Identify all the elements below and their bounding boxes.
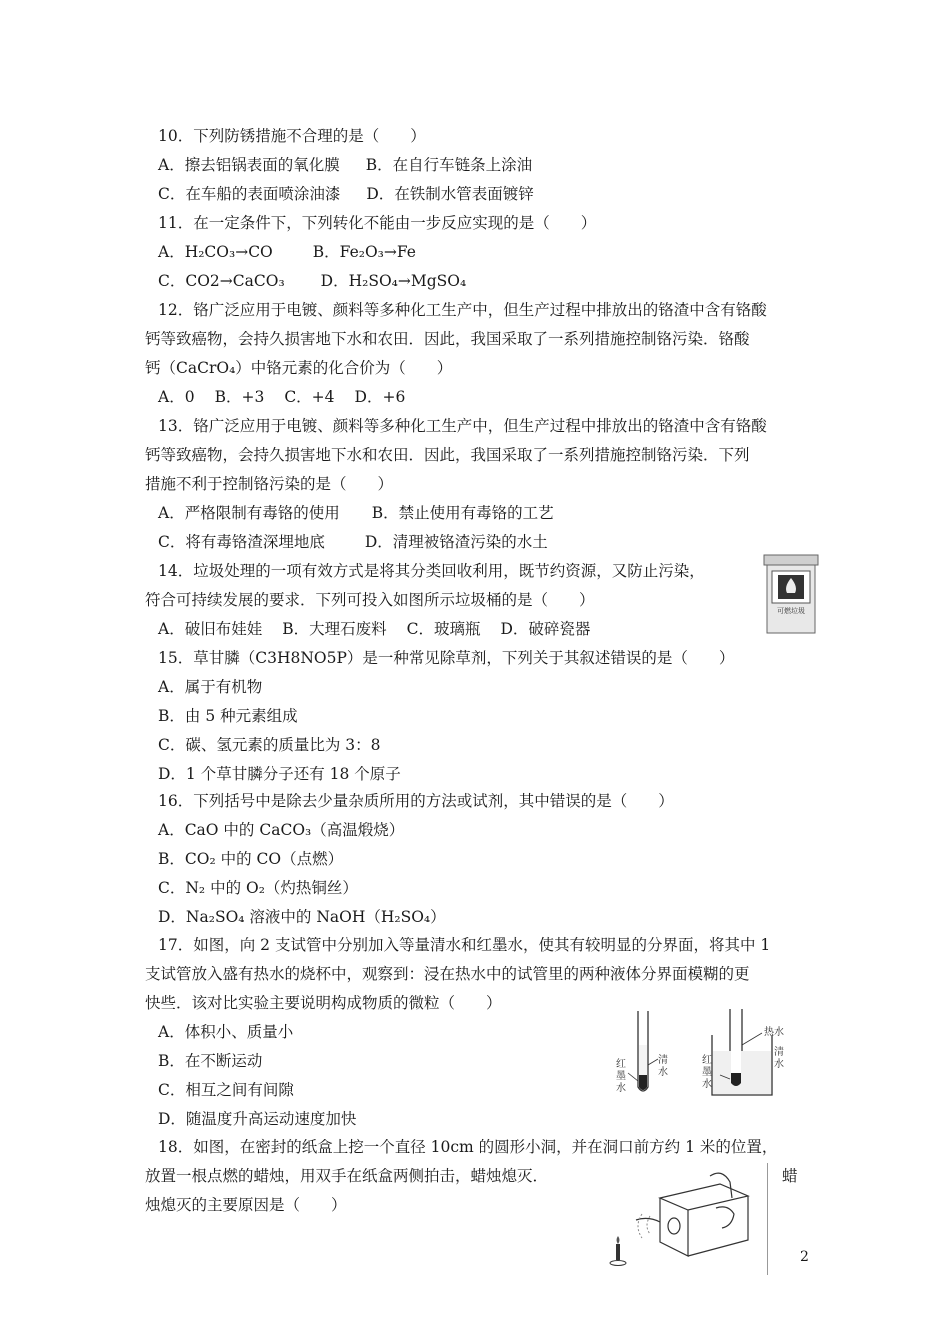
q13-line1: 13．铬广泛应用于电镀、颜料等多种化工生产中，但生产过程中排放出的铬渣中含有铬酸	[158, 417, 767, 435]
q13-options-row2	[158, 532, 548, 552]
q10-option-a[interactable]: A．擦去铝锅表面的氧化膜	[158, 156, 340, 174]
q17-line1: 17．如图，向 2 支试管中分别加入等量清水和红墨水，使其有较明显的分界面，将其中 1	[158, 936, 771, 954]
svg-text:清 水: 清 水	[658, 1055, 668, 1078]
q12-line2: 钙等致癌物，会持久损害地下水和农田．因此，我国采取了一系列措施控制铬污染．铬酸	[145, 330, 750, 348]
q16-stem: 16．下列括号中是除去少量杂质所用的方法或试剂，其中错误的是（ ）	[158, 792, 674, 810]
q12-option-c[interactable]: C．+4	[284, 388, 335, 406]
q12-line1: 12．铬广泛应用于电镀、颜料等多种化工生产中，但生产过程中排放出的铬渣中含有铬酸	[158, 301, 767, 319]
svg-text:红 墨 水: 红 墨 水	[616, 1059, 626, 1094]
q18-line3: 烛熄灭的主要原因是（ ）	[145, 1196, 347, 1214]
label-clear-water-right: 清	[774, 1047, 784, 1058]
bin-label: 可燃垃圾	[777, 607, 805, 615]
q16-option-c[interactable]: C．N₂ 中的 O₂（灼热铜丝）	[158, 879, 358, 897]
q14-option-d[interactable]: D．破碎瓷器	[500, 620, 591, 638]
q13-line3: 措施不利于控制铬污染的是（ ）	[145, 475, 394, 493]
q16-option-b[interactable]: B．CO₂ 中的 CO（点燃）	[158, 850, 344, 868]
q13-option-d[interactable]: D．清理被铬渣污染的水土	[364, 533, 548, 551]
q17-line2: 支试管放入盛有热水的烧杯中，观察到：浸在热水中的试管里的两种液体分界面模糊的更	[145, 965, 750, 983]
q12-line3: 钙（CaCrO₄）中铬元素的化合价为（ ）	[145, 359, 453, 377]
label-clear-water-left: 清	[658, 1055, 668, 1066]
q11-option-d[interactable]: D．H₂SO₄→MgSO₄	[320, 272, 467, 290]
q14-line1: 14．垃圾处理的一项有效方式是将其分类回收利用，既节约资源，又防止污染，	[158, 562, 705, 580]
q14-option-a[interactable]: A．破旧布娃娃	[158, 620, 263, 638]
q16-option-a[interactable]: A．CaO 中的 CaCO₃（高温煅烧）	[158, 821, 405, 839]
q14-options	[158, 619, 590, 639]
q13-options-row1	[158, 503, 554, 523]
q13-option-c[interactable]: C．将有毒铬渣深埋地底	[158, 533, 325, 551]
q11-option-a[interactable]: A．H₂CO₃→CO	[158, 243, 273, 261]
svg-text:红 墨 水: 红 墨 水	[702, 1055, 712, 1090]
q14-option-c[interactable]: C．玻璃瓶	[406, 620, 481, 638]
q16-option-d[interactable]: D．Na₂SO₄ 溶液中的 NaOH（H₂SO₄）	[158, 908, 446, 926]
label-red-ink-left: 红	[616, 1059, 626, 1070]
label-hot-water: 热水	[764, 1027, 784, 1038]
q14-line2: 符合可持续发展的要求．下列可投入如图所示垃圾桶的是（ ）	[145, 591, 595, 609]
q11-options-row1	[158, 242, 416, 262]
q11-options-row2	[158, 271, 466, 291]
q10-options-row2	[158, 184, 534, 204]
q17-option-b[interactable]: B．在不断运动	[158, 1052, 263, 1070]
q14-option-b[interactable]: B．大理石废料	[282, 620, 387, 638]
q10-option-d[interactable]: D．在铁制水管表面镀锌	[366, 185, 534, 203]
q11-option-c[interactable]: C．CO2→CaCO₃	[158, 272, 285, 290]
q10-options-row1	[158, 155, 532, 175]
q15-stem: 15．草甘膦（C3H8NO5P）是一种常见除草剂，下列关于其叙述错误的是（ ）	[158, 649, 735, 667]
page-number: 2	[800, 1249, 809, 1265]
q17-option-d[interactable]: D．随温度升高运动速度加快	[158, 1110, 357, 1128]
q15-option-d[interactable]: D．1 个草甘膦分子还有 18 个原子	[158, 765, 401, 783]
test-tube-figure	[612, 1005, 812, 1105]
q17-option-a[interactable]: A．体积小、质量小	[158, 1023, 294, 1041]
q11-option-b[interactable]: B．Fe₂O₃→Fe	[312, 243, 416, 261]
q17-option-c[interactable]: C．相互之间有间隙	[158, 1081, 294, 1099]
candle-icon	[616, 1244, 620, 1260]
q13-option-b[interactable]: B．禁止使用有毒铬的工艺	[371, 504, 554, 522]
q10-option-c[interactable]: C．在车船的表面喷涂油漆	[158, 185, 341, 203]
q18-line2-tail: 蜡	[782, 1167, 798, 1185]
candle-box-figure	[598, 1168, 768, 1276]
q17-line3: 快些．该对比实验主要说明构成物质的微粒（ ）	[145, 994, 502, 1012]
q12-option-d[interactable]: D．+6	[354, 388, 406, 406]
svg-text:清 水: 清 水	[774, 1047, 784, 1070]
q18-line2: 放置一根点燃的蜡烛，用双手在纸盒两侧拍击，蜡烛熄灭．	[145, 1167, 549, 1185]
q12-option-b[interactable]: B．+3	[214, 388, 265, 406]
q10-option-b[interactable]: B．在自行车链条上涂油	[365, 156, 533, 174]
q10-stem: 10．下列防锈措施不合理的是（ ）	[158, 127, 426, 145]
q15-option-a[interactable]: A．属于有机物	[158, 678, 263, 696]
q12-option-a[interactable]: A．0	[158, 388, 195, 406]
margin-rule	[767, 1163, 768, 1275]
q12-options	[158, 387, 405, 407]
q15-option-c[interactable]: C．碳、氢元素的质量比为 3：8	[158, 736, 381, 754]
recycling-bin-figure	[758, 553, 824, 635]
q18-line1: 18．如图，在密封的纸盒上挖一个直径 10cm 的圆形小洞，并在洞口前方约 1 米的位置，	[158, 1138, 778, 1156]
q15-option-b[interactable]: B．由 5 种元素组成	[158, 707, 298, 725]
q11-stem: 11．在一定条件下，下列转化不能由一步反应实现的是（ ）	[158, 214, 597, 232]
label-red-ink-right: 红	[702, 1055, 712, 1066]
q13-option-a[interactable]: A．严格限制有毒铬的使用	[158, 504, 340, 522]
q13-line2: 钙等致癌物，会持久损害地下水和农田．因此，我国采取了一系列措施控制铬污染．下列	[145, 446, 750, 464]
